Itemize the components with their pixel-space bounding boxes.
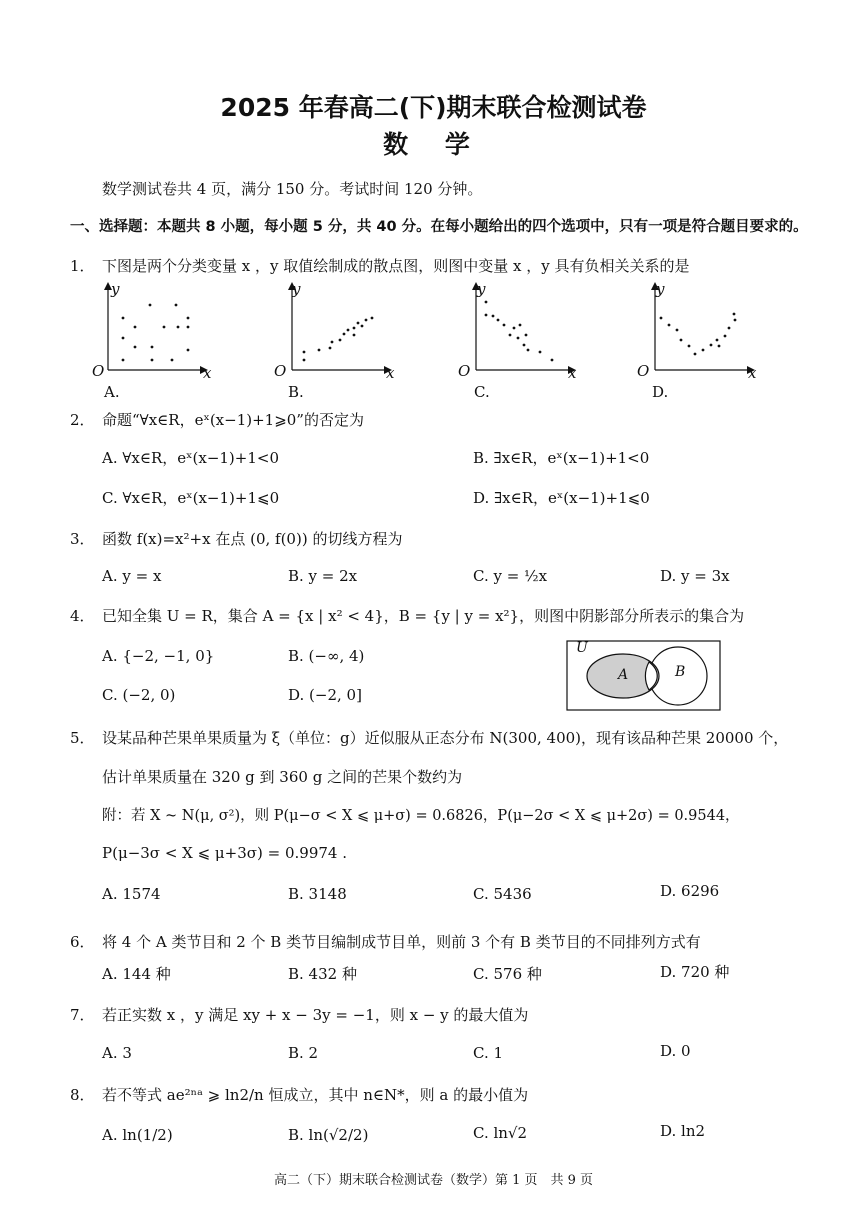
- q2-number: 2．: [70, 411, 95, 429]
- q4-option-c: C. (−2, 0): [102, 686, 176, 704]
- plot-b-y-label: y: [292, 280, 301, 298]
- q2-stem: 命题“∀x∈R，eˣ(x−1)+1⩾0”的否定为: [102, 411, 364, 429]
- exam-title: 2025 年春高二(下)期末联合检测试卷: [220, 93, 647, 122]
- q6-option-b: B. 432 种: [288, 965, 357, 983]
- plot-b-label: B.: [288, 383, 304, 401]
- venn-diagram: [566, 640, 722, 712]
- q4-option-d: D. (−2, 0]: [288, 686, 362, 704]
- q6-option-d: D. 720 种: [660, 963, 730, 981]
- plot-b-origin: O: [274, 362, 287, 380]
- q5-number: 5．: [70, 729, 95, 747]
- q8-stem: 若不等式 ae²ⁿᵃ ⩾ ln2/n 恒成立，其中 n∈N*，则 a 的最小值为: [102, 1086, 529, 1104]
- q8-option-d: D. ln2: [660, 1122, 706, 1140]
- q7-number: 7．: [70, 1006, 95, 1024]
- plot-a-label: A.: [104, 383, 120, 401]
- q1-number: 1．: [70, 257, 95, 275]
- q4-number: 4．: [70, 607, 95, 625]
- q5-note-line1: 附：若 X ~ N(μ, σ²)，则 P(μ−σ < X ⩽ μ+σ) = 0.6826，P(μ−2σ < X ⩽ μ+2σ) = 0.9544，: [102, 808, 740, 824]
- q8-option-a: A. ln(1/2): [102, 1126, 173, 1144]
- plot-c-origin: O: [458, 362, 471, 380]
- plot-d-origin: O: [637, 362, 650, 380]
- q6-option-a: A. 144 种: [102, 965, 171, 983]
- plot-c-y-label: y: [477, 280, 486, 298]
- venn-a-label: A: [618, 667, 629, 683]
- q5-option-c: C. 5436: [473, 885, 532, 903]
- venn-b-label: B: [675, 664, 686, 680]
- venn-u-label: U: [576, 640, 588, 656]
- q3-option-b: B. y = 2x: [288, 567, 358, 585]
- q7-option-d: D. 0: [660, 1042, 691, 1060]
- q6-stem: 将 4 个 A 类节目和 2 个 B 类节目编制成节目单，则前 3 个有 B 类节目的不同排列方式有: [102, 933, 701, 951]
- plot-d-y-label: y: [656, 280, 665, 298]
- plot-a-y-label: y: [111, 280, 120, 298]
- q4-option-a: A. {−2, −1, 0}: [102, 647, 215, 665]
- q4-option-b: B. (−∞, 4): [288, 647, 365, 665]
- exam-subject: 数 学: [383, 130, 484, 159]
- q5-stem-line2: 估计单果质量在 320 g 到 360 g 之间的芒果个数约为: [102, 768, 463, 786]
- plot-b-x-label: x: [386, 364, 395, 382]
- plot-c-label: C.: [474, 383, 490, 401]
- q6-option-c: C. 576 种: [473, 965, 542, 983]
- q7-option-b: B. 2: [288, 1044, 319, 1062]
- q8-option-c: C. ln√2: [473, 1124, 528, 1142]
- q8-option-b: B. ln(√2/2): [288, 1126, 369, 1144]
- q2-option-d: D. ∃x∈R，eˣ(x−1)+1⩽0: [473, 489, 650, 507]
- q2-option-a: A. ∀x∈R，eˣ(x−1)+1<0: [102, 449, 280, 467]
- q1-stem: 下图是两个分类变量 x ，y 取值绘制成的散点图，则图中变量 x ，y 具有负相关关系的是: [102, 257, 690, 275]
- q5-stem: 设某品种芒果单果质量为 ξ（单位：g）近似服从正态分布 N(300, 400)，现有该品种芒果 20000 个，: [102, 729, 789, 747]
- plot-a-origin: O: [92, 362, 105, 380]
- q2-option-c: C. ∀x∈R，eˣ(x−1)+1⩽0: [102, 489, 280, 507]
- q4-stem: 已知全集 U = R，集合 A = {x | x² < 4}，B = {y | y = x²}，则图中阴影部分所表示的集合为: [102, 607, 745, 625]
- q3-option-c: C. y = ½x: [473, 567, 548, 585]
- plot-c-x-label: x: [568, 364, 577, 382]
- q3-stem: 函数 f(x)=x²+x 在点 (0, f(0)) 的切线方程为: [102, 530, 403, 548]
- scatter-plot-a: [90, 280, 220, 384]
- plot-d-x-label: x: [748, 364, 757, 382]
- q2-option-b: B. ∃x∈R，eˣ(x−1)+1<0: [473, 449, 650, 467]
- q3-option-a: A. y = x: [102, 567, 162, 585]
- q6-number: 6．: [70, 933, 95, 951]
- intro-text: 数学测试卷共 4 页，满分 150 分。考试时间 120 分钟。: [102, 180, 483, 198]
- q7-option-a: A. 3: [102, 1044, 132, 1062]
- plot-d-label: D.: [652, 383, 669, 401]
- q5-note-line2: P(μ−3σ < X ⩽ μ+3σ) = 0.9974 .: [102, 844, 348, 862]
- q7-stem: 若正实数 x ，y 满足 xy + x − 3y = −1，则 x − y 的最大值为: [102, 1006, 529, 1024]
- q3-option-d: D. y = 3x: [660, 567, 730, 585]
- page-footer: 高二（下）期末联合检测试卷（数学）第 1 页 共 9 页: [273, 1173, 594, 1188]
- q5-option-d: D. 6296: [660, 882, 720, 900]
- plot-a-x-label: x: [203, 364, 212, 382]
- q5-option-a: A. 1574: [102, 885, 161, 903]
- q5-option-b: B. 3148: [288, 885, 347, 903]
- section-heading: 一、选择题：本题共 8 小题，每小题 5 分，共 40 分。在每小题给出的四个选项中，只有一项是符合题目要求的。: [70, 219, 808, 235]
- q3-number: 3．: [70, 530, 95, 548]
- q7-option-c: C. 1: [473, 1044, 504, 1062]
- q8-number: 8．: [70, 1086, 95, 1104]
